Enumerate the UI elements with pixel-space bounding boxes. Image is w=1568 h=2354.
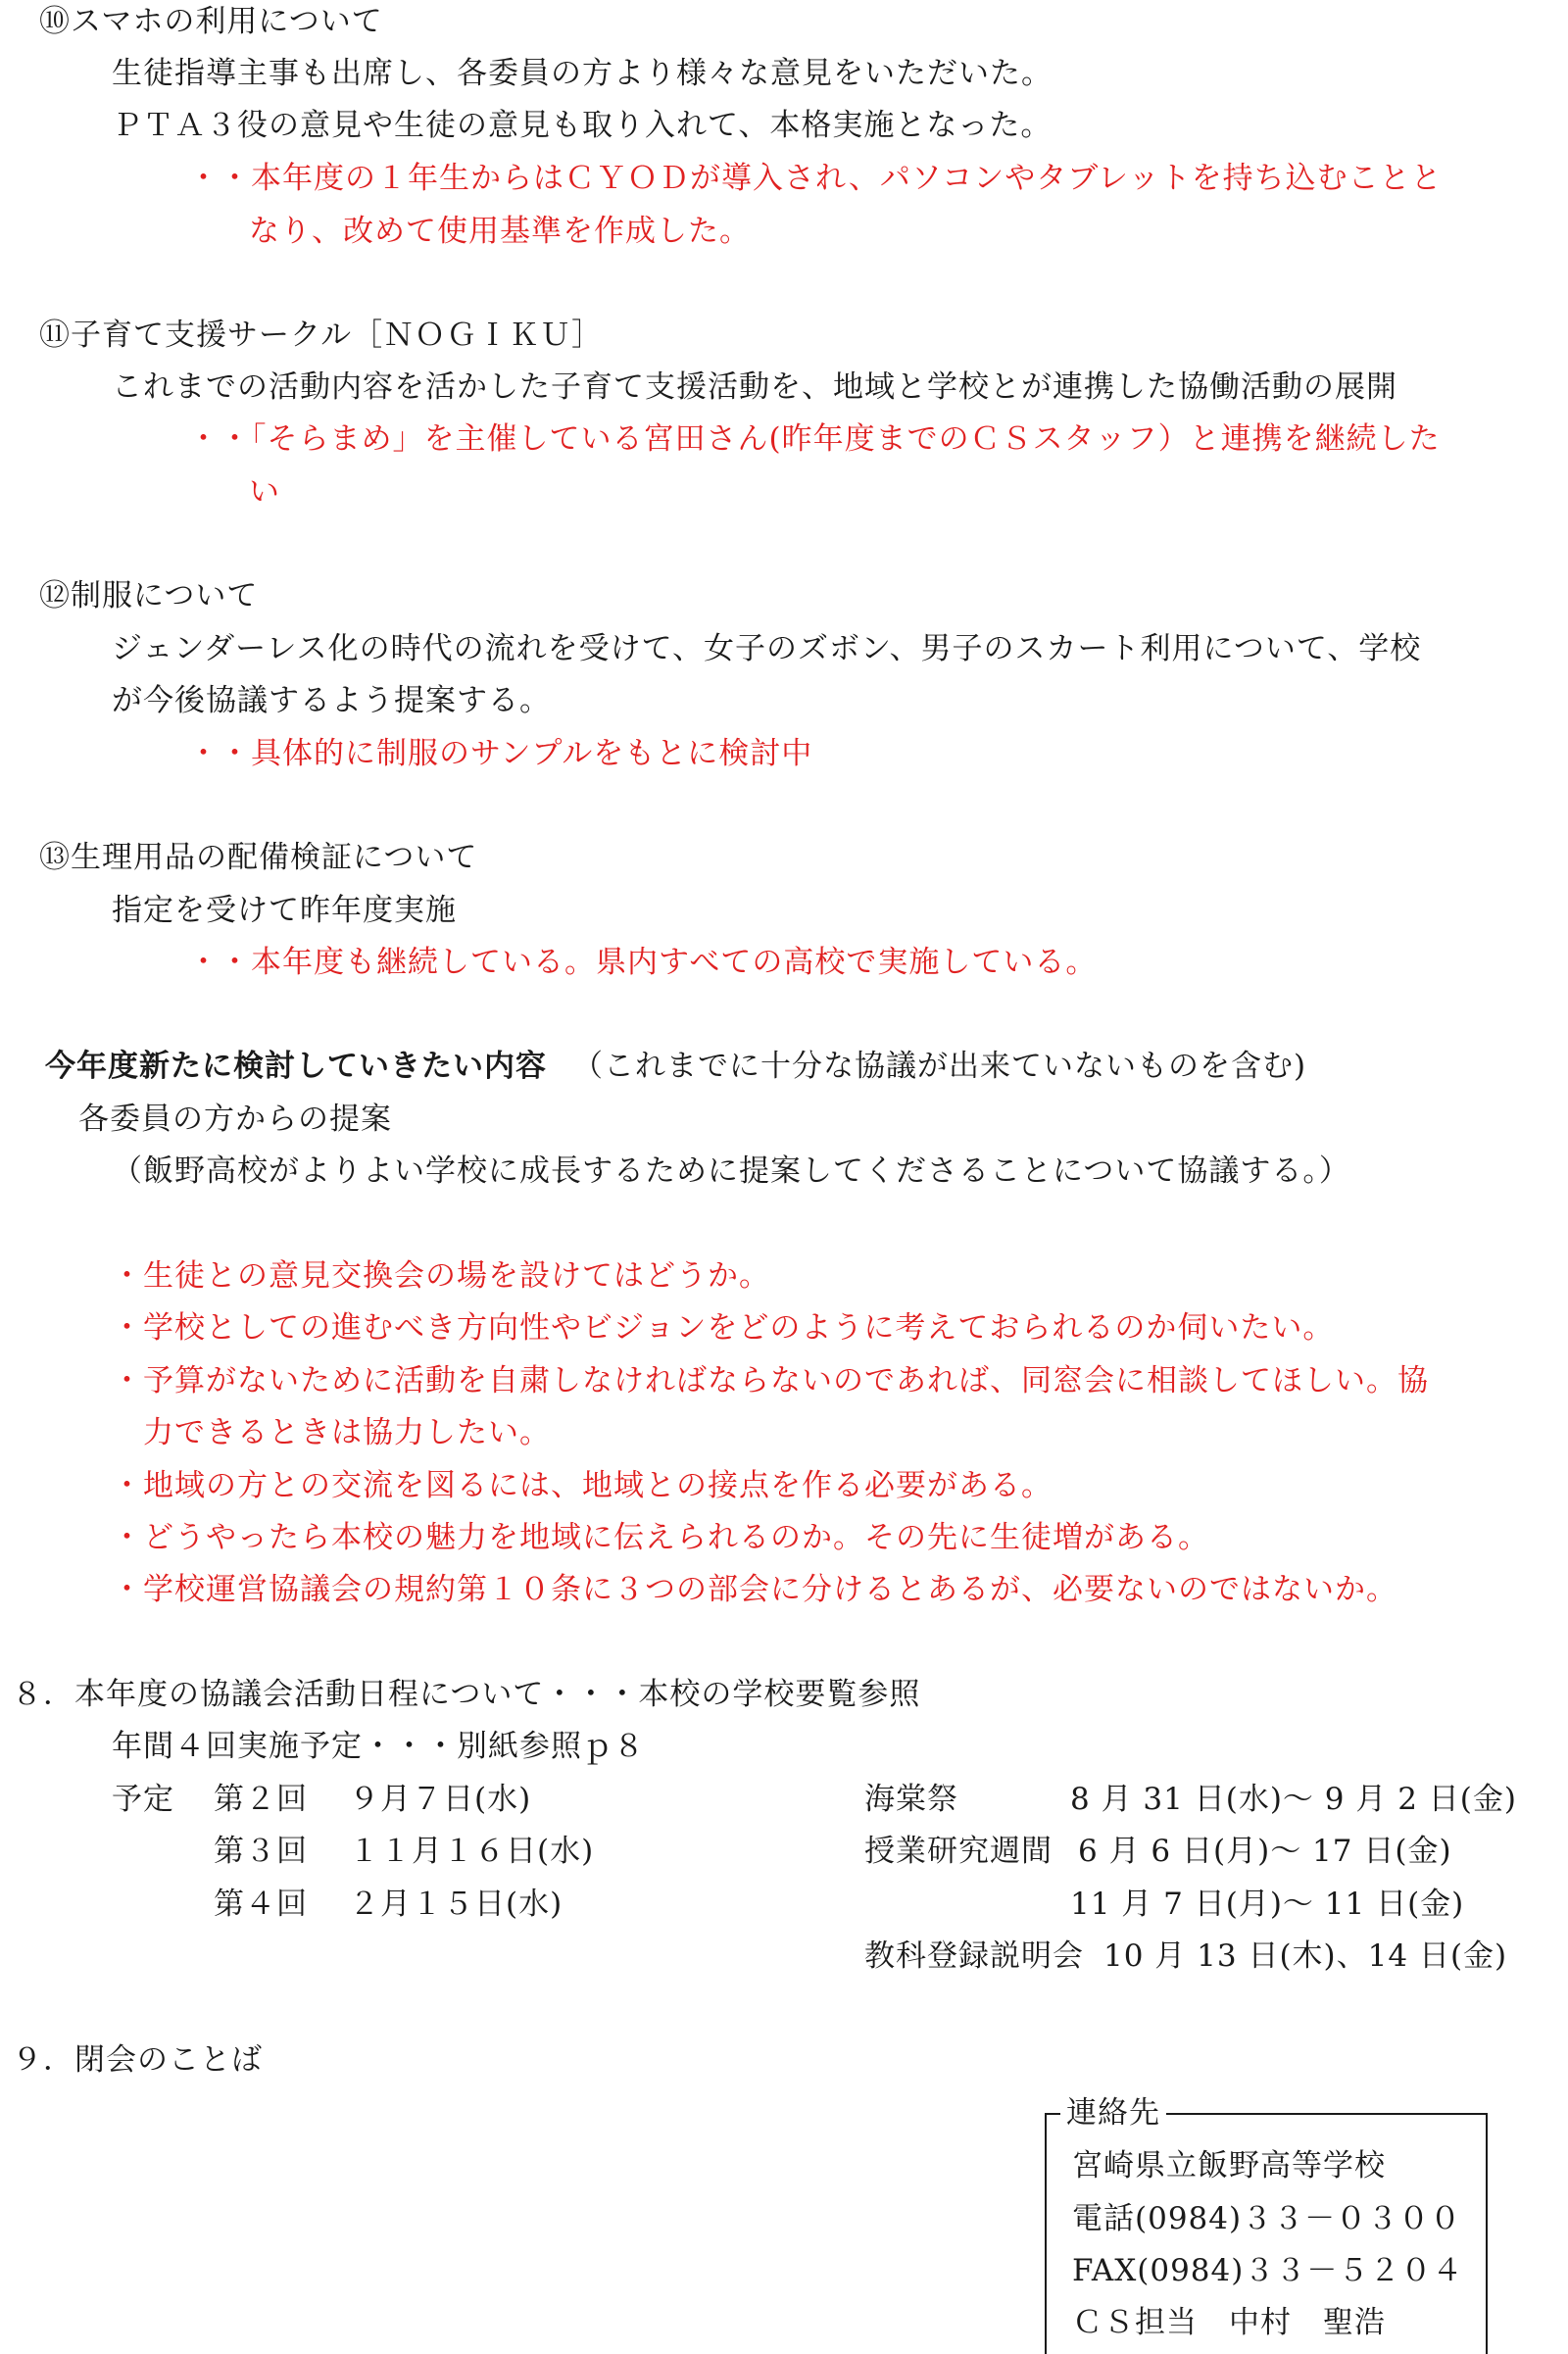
schedule-label: 予定 — [112, 1782, 174, 1817]
proposal-item: ・予算がないために活動を自粛しなければならないのであれば、同窓会に相談してほしい。協 — [112, 1363, 1429, 1398]
section-11-note-line-2: い — [249, 474, 280, 510]
event-name: 教科登録説明会 — [864, 1938, 1084, 1974]
section-10-paragraph-1: 生徒指導主事も出席し、各委員の方より様々な意見をいただいた。 — [112, 56, 1053, 91]
section-10-paragraph-2: ＰＴＡ３役の意見や生徒の意見も取り入れて、本格実施となった。 — [112, 108, 1053, 143]
section-8-paragraph-1: 年間４回実施予定・・・別紙参照ｐ８ — [112, 1729, 645, 1764]
section-13-note-line-1: ・・本年度も継続している。県内すべての高校で実施している。 — [188, 945, 1098, 980]
section-9-heading: ９．閉会のことば — [12, 2042, 263, 2078]
new-topics-heading-note: （これまでに十分な協議が出来ていないものを含む) — [572, 1049, 1307, 1084]
proposal-item-continued: 力できるときは協力したい。 — [143, 1415, 551, 1450]
contact-school: 宮崎県立飯野高等学校 — [1072, 2148, 1386, 2183]
section-13-heading: ⑬生理用品の配備検証について — [39, 840, 478, 875]
proposal-item: ・学校運営協議会の規約第１０条に３つの部会に分けるとあるが、必要ないのではないか。 — [112, 1572, 1397, 1607]
event-name: 授業研究週間 — [864, 1834, 1053, 1869]
section-10-note-line-2: なり、改めて使用基準を作成した。 — [249, 214, 751, 249]
proposal-item: ・学校としての進むべき方向性やビジョンをどのように考えておられるのか伺いたい。 — [112, 1310, 1335, 1346]
section-13-paragraph-1: 指定を受けて昨年度実施 — [112, 893, 457, 928]
contact-fax: FAX(0984)３３－５２０４ — [1072, 2253, 1464, 2288]
section-12-paragraph-1: ジェンダーレス化の時代の流れを受けて、女子のズボン、男子のスカート利用について、学校 — [112, 631, 1422, 666]
meeting-date: ２月１５日(水) — [349, 1887, 564, 1922]
contact-title: 連絡先 — [1060, 2093, 1166, 2133]
event-date: 10 月 13 日(木)、14 日(金) — [1103, 1938, 1508, 1974]
section-11-paragraph-1: これまでの活動内容を活かした子育て支援活動を、地域と学校とが連携した協働活動の展開 — [112, 369, 1397, 405]
section-8-heading: ８．本年度の協議会活動日程について・・・本校の学校要覧参照 — [12, 1677, 921, 1712]
section-10-note-line-1: ・・本年度の１年生からはＣＹＯＤが導入され、パソコンやタブレットを持ち込むことと — [188, 161, 1443, 196]
event-date: 8 月 31 日(水)～ 9 月 2 日(金) — [1070, 1782, 1517, 1817]
meeting-date: ９月７日(水) — [349, 1782, 532, 1817]
contact-person: ＣＳ担当 中村 聖浩 — [1072, 2305, 1386, 2340]
event-name: 海棠祭 — [864, 1782, 958, 1817]
event-date: 11 月 7 日(月)～ 11 日(金) — [1070, 1887, 1465, 1922]
new-topics-paragraph-1: 各委員の方からの提案 — [78, 1102, 392, 1137]
section-12-note-line-1: ・・具体的に制服のサンプルをもとに検討中 — [188, 736, 813, 771]
meeting-number: 第４回 — [214, 1887, 308, 1922]
event-date: 6 月 6 日(月)～ 17 日(金) — [1078, 1834, 1452, 1869]
contact-box — [1045, 2095, 1488, 2354]
meeting-number: 第３回 — [214, 1834, 308, 1869]
contact-phone: 電話(0984)３３－０３００ — [1072, 2201, 1462, 2236]
section-12-paragraph-2: が今後協議するよう提案する。 — [112, 683, 551, 718]
new-topics-heading-bold: 今年度新たに検討していきたい内容 — [45, 1049, 547, 1084]
new-topics-paragraph-2: （飯野高校がよりよい学校に成長するために提案してくださることについて協議する。） — [112, 1153, 1350, 1189]
meeting-number: 第２回 — [214, 1782, 308, 1817]
new-topics-heading — [45, 1047, 1306, 1086]
meeting-date: １１月１６日(水) — [349, 1834, 595, 1869]
proposal-item: ・生徒との意見交換会の場を設けてはどうか。 — [112, 1258, 770, 1294]
section-12-heading: ⑫制服について — [39, 578, 259, 613]
section-11-note-line-1: ・・「そらまめ」を主催している宮田さん(昨年度までのＣＳスタッフ）と連携を継続した — [188, 421, 1441, 457]
proposal-item: ・地域の方との交流を図るには、地域との接点を作る必要がある。 — [112, 1468, 1053, 1503]
section-10-heading: ⑩スマホの利用について — [39, 4, 383, 39]
section-11-heading: ⑪子育て支援サークル［ＮＯＧＩＫＵ］ — [39, 318, 604, 353]
proposal-item: ・どうやったら本校の魅力を地域に伝えられるのか。その先に生徒増がある。 — [112, 1520, 1209, 1555]
